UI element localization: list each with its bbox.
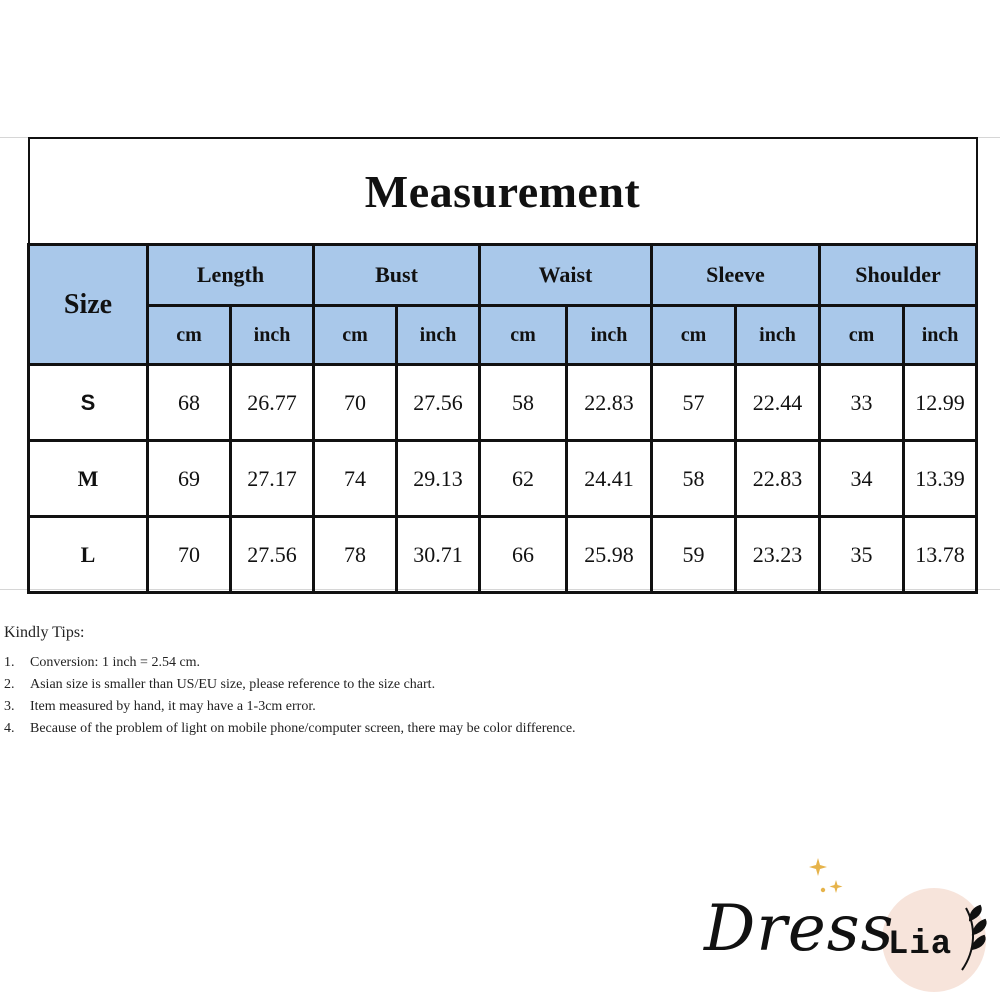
size-chart-table [27, 137, 978, 594]
table-cell: 13.78 [904, 517, 977, 593]
table-cell: 22.44 [736, 365, 820, 441]
table-cell: 13.39 [904, 441, 977, 517]
tip-text: Item measured by hand, it may have a 1-3cm error. [30, 699, 316, 714]
tip-text: Conversion: 1 inch = 2.54 cm. [30, 655, 201, 670]
list-item [4, 674, 644, 696]
tip-number: 4. [4, 721, 15, 736]
table-cell: 66 [480, 517, 567, 593]
unit-header: cm [148, 306, 231, 365]
table-row-m [29, 441, 977, 517]
table-cell: 22.83 [736, 441, 820, 517]
table-cell: 35 [820, 517, 904, 593]
unit-header: cm [314, 306, 397, 365]
tip-text: Asian size is smaller than US/EU size, please reference to the size chart. [30, 677, 436, 692]
group-header-shoulder: Shoulder [820, 245, 977, 306]
table-cell: 59 [652, 517, 736, 593]
table-cell: 34 [820, 441, 904, 517]
table-cell: 12.99 [904, 365, 977, 441]
leaf-branch-icon [962, 906, 986, 970]
table-cell: 74 [314, 441, 397, 517]
table-cell: 58 [652, 441, 736, 517]
tip-number: 2. [4, 677, 15, 692]
group-header-length: Length [148, 245, 314, 306]
tip-text: Because of the problem of light on mobile phone/computer screen, there may be color difference. [30, 721, 576, 736]
size-label-l: L [29, 517, 148, 593]
table-cell: 33 [820, 365, 904, 441]
table-cell: 57 [652, 365, 736, 441]
unit-header: inch [397, 306, 480, 365]
table-cell: 78 [314, 517, 397, 593]
unit-header: inch [736, 306, 820, 365]
size-column-header: Size [29, 245, 148, 365]
list-item [4, 652, 644, 674]
table-cell: 29.13 [397, 441, 480, 517]
tip-number: 3. [4, 699, 15, 714]
table-cell: 70 [314, 365, 397, 441]
group-header-bust: Bust [314, 245, 480, 306]
table-cell: 27.17 [231, 441, 314, 517]
unit-header: inch [567, 306, 652, 365]
unit-header: inch [231, 306, 314, 365]
table-cell: 25.98 [567, 517, 652, 593]
tip-number: 1. [4, 655, 15, 670]
logo-accent-text: Lia [888, 926, 953, 964]
dresslia-logo [690, 850, 990, 1000]
table-cell: 68 [148, 365, 231, 441]
table-cell: 27.56 [397, 365, 480, 441]
table-cell: 26.77 [231, 365, 314, 441]
list-item [4, 718, 644, 740]
logo-script-text: Dress [704, 892, 895, 966]
table-row-l [29, 517, 977, 593]
table-cell: 23.23 [736, 517, 820, 593]
unit-header: cm [652, 306, 736, 365]
table-row-s [29, 365, 977, 441]
size-label-m: M [29, 441, 148, 517]
unit-header: cm [820, 306, 904, 365]
table-cell: 69 [148, 441, 231, 517]
unit-header: inch [904, 306, 977, 365]
table-title: Measurement [29, 138, 977, 245]
table-cell: 27.56 [231, 517, 314, 593]
table-cell: 58 [480, 365, 567, 441]
list-item [4, 696, 644, 718]
table-cell: 70 [148, 517, 231, 593]
size-label-s: S [29, 365, 148, 441]
group-header-sleeve: Sleeve [652, 245, 820, 306]
tips-title: Kindly Tips: [4, 624, 85, 641]
table-cell: 62 [480, 441, 567, 517]
tips-list [4, 652, 644, 740]
unit-header: cm [480, 306, 567, 365]
table-cell: 30.71 [397, 517, 480, 593]
table-cell: 24.41 [567, 441, 652, 517]
table-cell: 22.83 [567, 365, 652, 441]
group-header-waist: Waist [480, 245, 652, 306]
kindly-tips [4, 624, 644, 740]
